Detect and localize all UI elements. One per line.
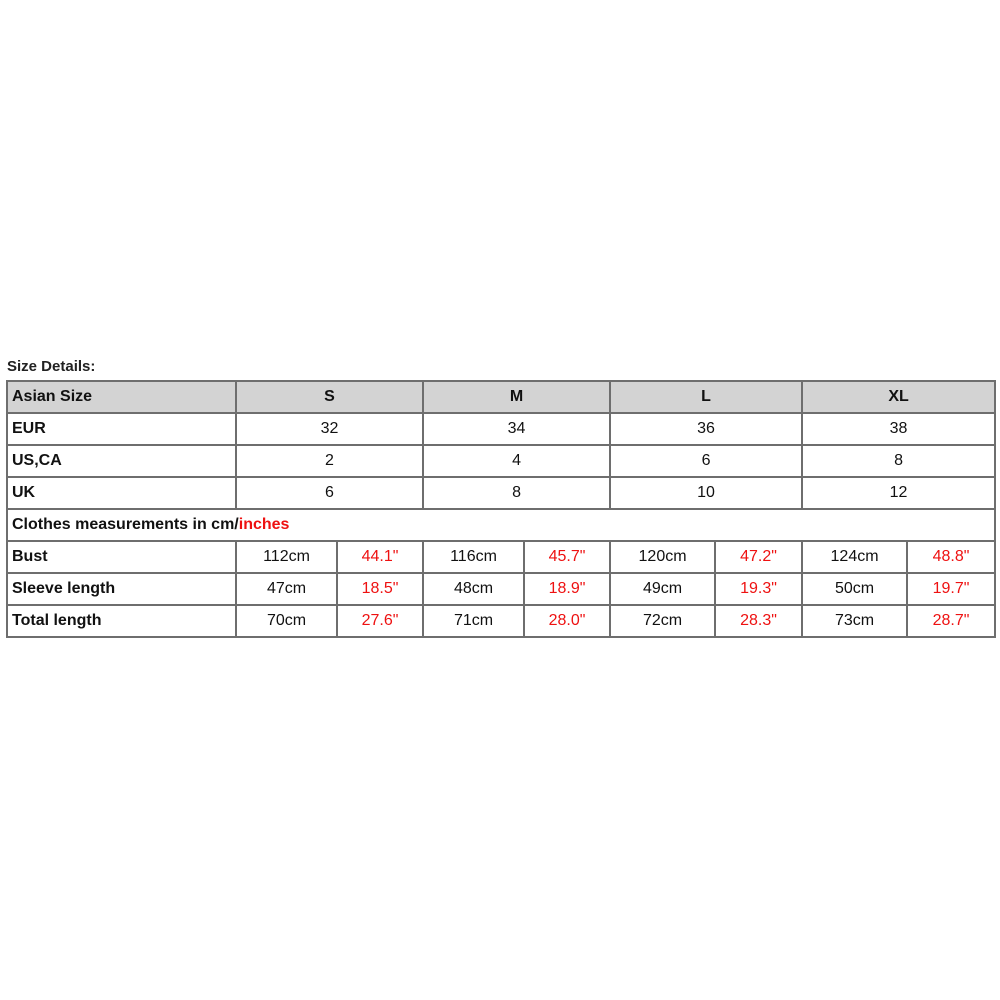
cm-cell: 120cm (610, 541, 715, 573)
table-cell: 12 (802, 477, 995, 509)
table-row (7, 573, 995, 605)
cm-cell: 124cm (802, 541, 907, 573)
inch-cell: 45.7" (524, 541, 610, 573)
row-label: UK (7, 477, 236, 509)
inch-cell: 28.0" (524, 605, 610, 637)
header-size-cell: L (610, 381, 802, 413)
cm-cell: 49cm (610, 573, 715, 605)
table-cell: 38 (802, 413, 995, 445)
table-cell: 34 (423, 413, 610, 445)
inch-cell: 27.6" (337, 605, 423, 637)
table-cell: 6 (610, 445, 802, 477)
cm-cell: 48cm (423, 573, 524, 605)
header-size-cell: M (423, 381, 610, 413)
table-cell: 8 (802, 445, 995, 477)
section-header-row (7, 509, 995, 541)
cm-cell: 47cm (236, 573, 337, 605)
table-row (7, 605, 995, 637)
size-chart-table (6, 380, 996, 638)
inch-cell: 28.7" (907, 605, 995, 637)
section-header-cell (7, 509, 995, 541)
row-label: Sleeve length (7, 573, 236, 605)
inch-cell: 19.7" (907, 573, 995, 605)
row-label: Bust (7, 541, 236, 573)
size-details-caption: Size Details: (7, 358, 96, 375)
table-cell: 4 (423, 445, 610, 477)
cm-cell: 70cm (236, 605, 337, 637)
inch-cell: 48.8" (907, 541, 995, 573)
inch-cell: 18.9" (524, 573, 610, 605)
table-cell: 36 (610, 413, 802, 445)
header-size-cell: S (236, 381, 423, 413)
inch-cell: 18.5" (337, 573, 423, 605)
inch-cell: 47.2" (715, 541, 802, 573)
cm-cell: 73cm (802, 605, 907, 637)
cm-cell: 50cm (802, 573, 907, 605)
inch-cell: 19.3" (715, 573, 802, 605)
inch-cell: 44.1" (337, 541, 423, 573)
section-highlight-text: inches (238, 516, 290, 533)
cm-cell: 71cm (423, 605, 524, 637)
table-header-row (7, 381, 995, 413)
table-cell: 6 (236, 477, 423, 509)
table-cell: 10 (610, 477, 802, 509)
table-row (7, 477, 995, 509)
table-row (7, 445, 995, 477)
header-size-cell: XL (802, 381, 995, 413)
row-label: EUR (7, 413, 236, 445)
table-cell: 8 (423, 477, 610, 509)
cm-cell: 116cm (423, 541, 524, 573)
row-label: US,CA (7, 445, 236, 477)
row-label: Total length (7, 605, 236, 637)
table-cell: 2 (236, 445, 423, 477)
inch-cell: 28.3" (715, 605, 802, 637)
header-label-cell: Asian Size (7, 381, 236, 413)
cm-cell: 72cm (610, 605, 715, 637)
table-row (7, 541, 995, 573)
table-row (7, 413, 995, 445)
cm-cell: 112cm (236, 541, 337, 573)
table-cell: 32 (236, 413, 423, 445)
section-prefix-text: Clothes measurements in cm/ (12, 516, 239, 533)
